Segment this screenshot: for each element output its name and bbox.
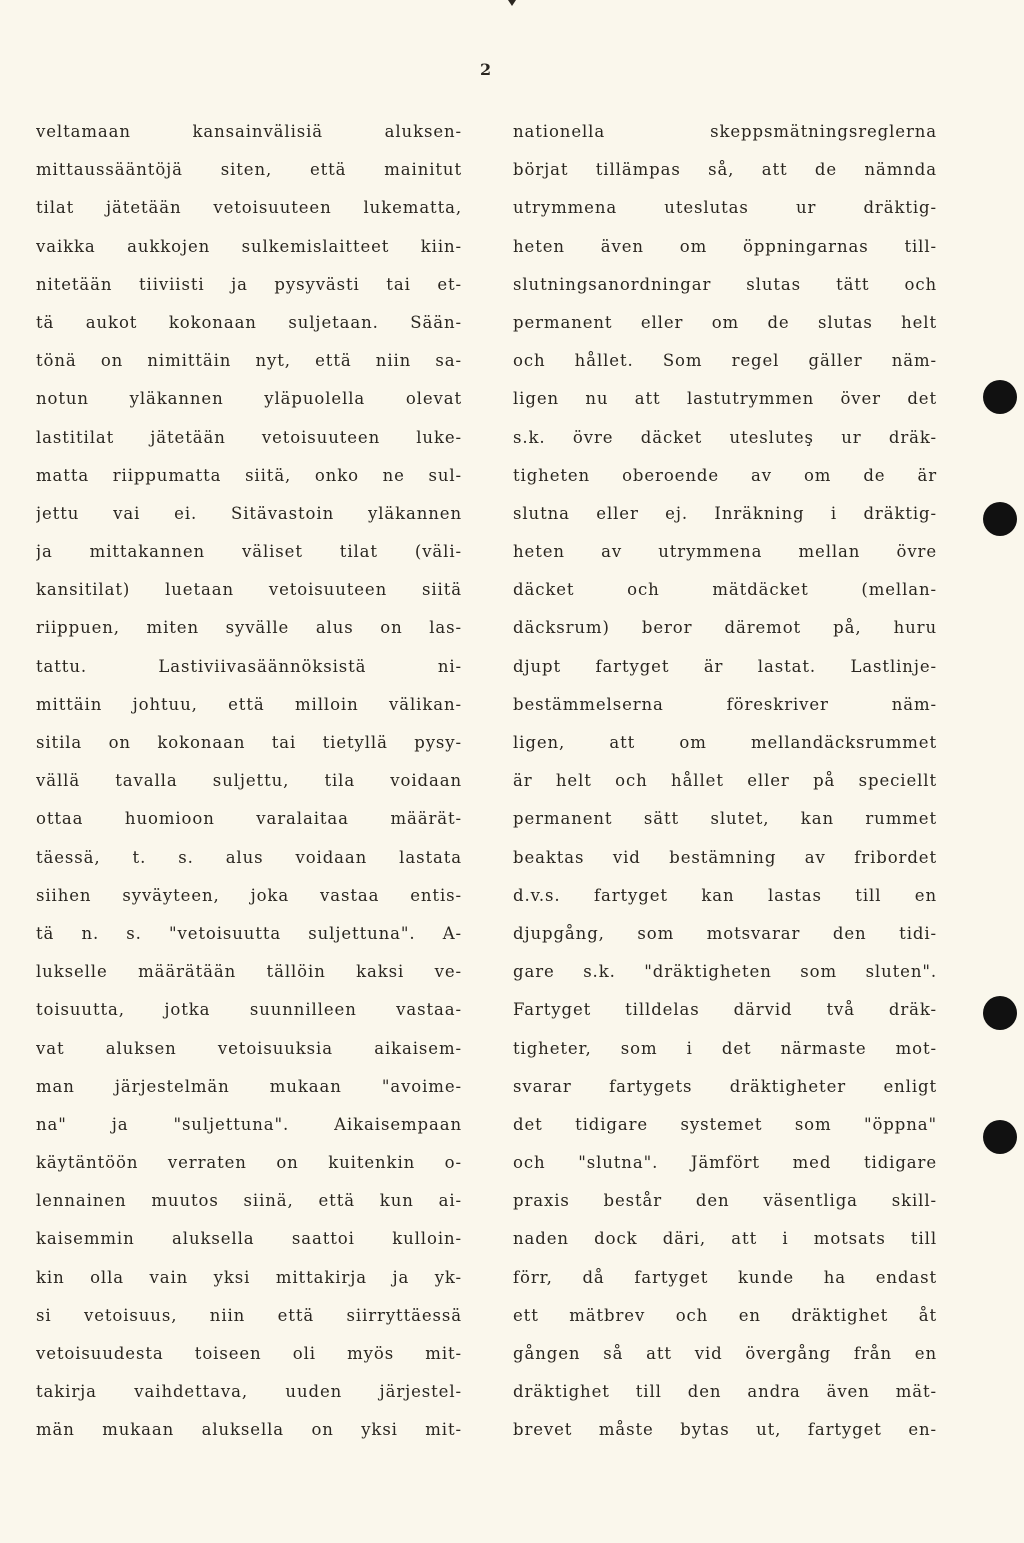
text-line: lukselle määrätään tällöin kaksi ve- (36, 962, 462, 982)
text-line: tattu. Lastiviivasäännöksistä ni- (36, 656, 462, 676)
text-line: bestämmelserna föreskriver näm- (513, 694, 937, 714)
text-line: brevet måste bytas ut, fartyget en- (513, 1420, 937, 1440)
page-number: 2 (480, 60, 492, 79)
text-line: utrymmena uteslutas ur dräktig- (513, 198, 937, 218)
text-line: beaktas vid bestämning av fribordet (513, 847, 937, 867)
text-line: däcket och mätdäcket (mellan- (513, 580, 937, 600)
binder-hole-2 (983, 502, 1017, 536)
text-line: heten av utrymmena mellan övre (513, 542, 937, 562)
text-line: si vetoisuus, niin että siirryttäessä (36, 1305, 462, 1325)
binder-hole-4 (983, 1120, 1017, 1154)
text-line: slutna eller ej. Inräkning i dräktig- (513, 503, 937, 523)
text-line: veltamaan kansainvälisiä aluksen- (36, 122, 462, 141)
text-line: permanent sätt slutet, kan rummet (513, 809, 937, 829)
text-line: nationella skeppsmätningsreglerna (513, 122, 937, 141)
text-line: det tidigare systemet som "öppna" (513, 1114, 937, 1134)
text-line: slutningsanordningar slutas tätt och (513, 274, 937, 294)
text-line: Fartyget tilldelas därvid två dräk- (513, 1000, 937, 1020)
text-line: naden dock däri, att i motsats till (513, 1229, 937, 1249)
binder-hole-1 (983, 380, 1017, 414)
text-line: tigheter, som i det närmaste mot- (513, 1038, 937, 1058)
text-line: jettu vai ei. Sitävastoin yläkannen (36, 503, 462, 523)
text-line: tä n. s. "vetoisuutta suljettuna". A- (36, 923, 462, 943)
text-line: vaikka aukkojen sulkemislaitteet kiin- (36, 236, 462, 256)
text-line: d.v.s. fartyget kan lastas till en (513, 885, 937, 905)
text-line: tä aukot kokonaan suljetaan. Sään- (36, 312, 462, 332)
text-line: börjat tillämpas så, att de nämnda (513, 160, 937, 180)
text-line: kaisemmin aluksella saattoi kulloin- (36, 1229, 462, 1249)
text-line: svarar fartygets dräktigheter enligt (513, 1076, 937, 1096)
text-line: ja mittakannen väliset tilat (väli- (36, 542, 462, 562)
binder-hole-3 (983, 996, 1017, 1030)
text-line: djupgång, som motsvarar den tidi- (513, 923, 937, 943)
text-line: vetoisuudesta toiseen oli myös mit- (36, 1344, 462, 1363)
text-line: män mukaan aluksella on yksi mit- (36, 1420, 462, 1440)
text-line: vat aluksen vetoisuuksia aikaisem- (36, 1038, 462, 1058)
text-line: dräktighet till den andra även mät- (513, 1382, 937, 1402)
text-line: matta riippumatta siitä, onko ne sul- (36, 465, 462, 485)
text-line: toisuutta, jotka suunnilleen vastaa- (36, 1000, 462, 1020)
text-line: djupt fartyget är lastat. Lastlinje- (513, 656, 937, 676)
text-line: tigheten oberoende av om de är (513, 465, 937, 485)
text-line: är helt och hållet eller på speciellt (513, 771, 937, 791)
text-line: na" ja "suljettuna". Aikaisempaan (36, 1114, 462, 1134)
text-line: man järjestelmän mukaan "avoime- (36, 1076, 462, 1096)
text-line: vällä tavalla suljettu, tila voidaan (36, 771, 462, 791)
text-line: ligen, att om mellandäcksrummet (513, 733, 937, 752)
text-line: mittäin johtuu, että milloin välikan- (36, 694, 462, 714)
top-edge-mark (508, 0, 516, 6)
text-line: kin olla vain yksi mittakirja ja yk- (36, 1267, 462, 1287)
text-line: förr, då fartyget kunde ha endast (513, 1267, 937, 1287)
text-line: gare s.k. "dräktigheten som sluten". (513, 962, 937, 982)
text-line: siihen syväyteen, joka vastaa entis- (36, 885, 462, 905)
text-line: permanent eller om de slutas helt (513, 312, 937, 332)
text-line: s.k. övre däcket utesluteş ur dräk- (513, 427, 937, 447)
text-line: ligen nu att lastutrymmen över det (513, 389, 937, 409)
text-line: riippuen, miten syvälle alus on las- (36, 618, 462, 638)
text-line: sitila on kokonaan tai tietyllä pysy- (36, 733, 462, 752)
text-line: mittaussääntöjä siten, että mainitut (36, 160, 462, 180)
text-line: takirja vaihdettava, uuden järjestel- (36, 1382, 462, 1402)
text-line: gången så att vid övergång från en (513, 1344, 937, 1363)
swedish-text-column (513, 118, 937, 1455)
text-line: däcksrum) beror däremot på, huru (513, 618, 937, 638)
text-line: heten även om öppningarnas till- (513, 236, 937, 256)
text-line: praxis består den väsentliga skill- (513, 1191, 937, 1211)
text-line: ottaa huomioon varalaitaa määrät- (36, 809, 462, 829)
text-line: och "slutna". Jämfört med tidigare (513, 1153, 937, 1173)
text-line: lastitilat jätetään vetoisuuteen luke- (36, 427, 462, 447)
text-line: kansitilat) luetaan vetoisuuteen siitä (36, 580, 462, 600)
text-line: tilat jätetään vetoisuuteen lukematta, (36, 198, 462, 218)
text-line: ett mätbrev och en dräktighet åt (513, 1305, 937, 1325)
text-line: tönä on nimittäin nyt, että niin sa- (36, 351, 462, 371)
text-line: täessä, t. s. alus voidaan lastata (36, 847, 462, 867)
text-line: och hållet. Som regel gäller näm- (513, 351, 937, 371)
finnish-text-column (36, 118, 462, 1455)
text-line: käytäntöön verraten on kuitenkin o- (36, 1153, 462, 1173)
text-line: nitetään tiiviisti ja pysyvästi tai et- (36, 274, 462, 294)
text-line: lennainen muutos siinä, että kun ai- (36, 1191, 462, 1211)
text-line: notun yläkannen yläpuolella olevat (36, 389, 462, 409)
